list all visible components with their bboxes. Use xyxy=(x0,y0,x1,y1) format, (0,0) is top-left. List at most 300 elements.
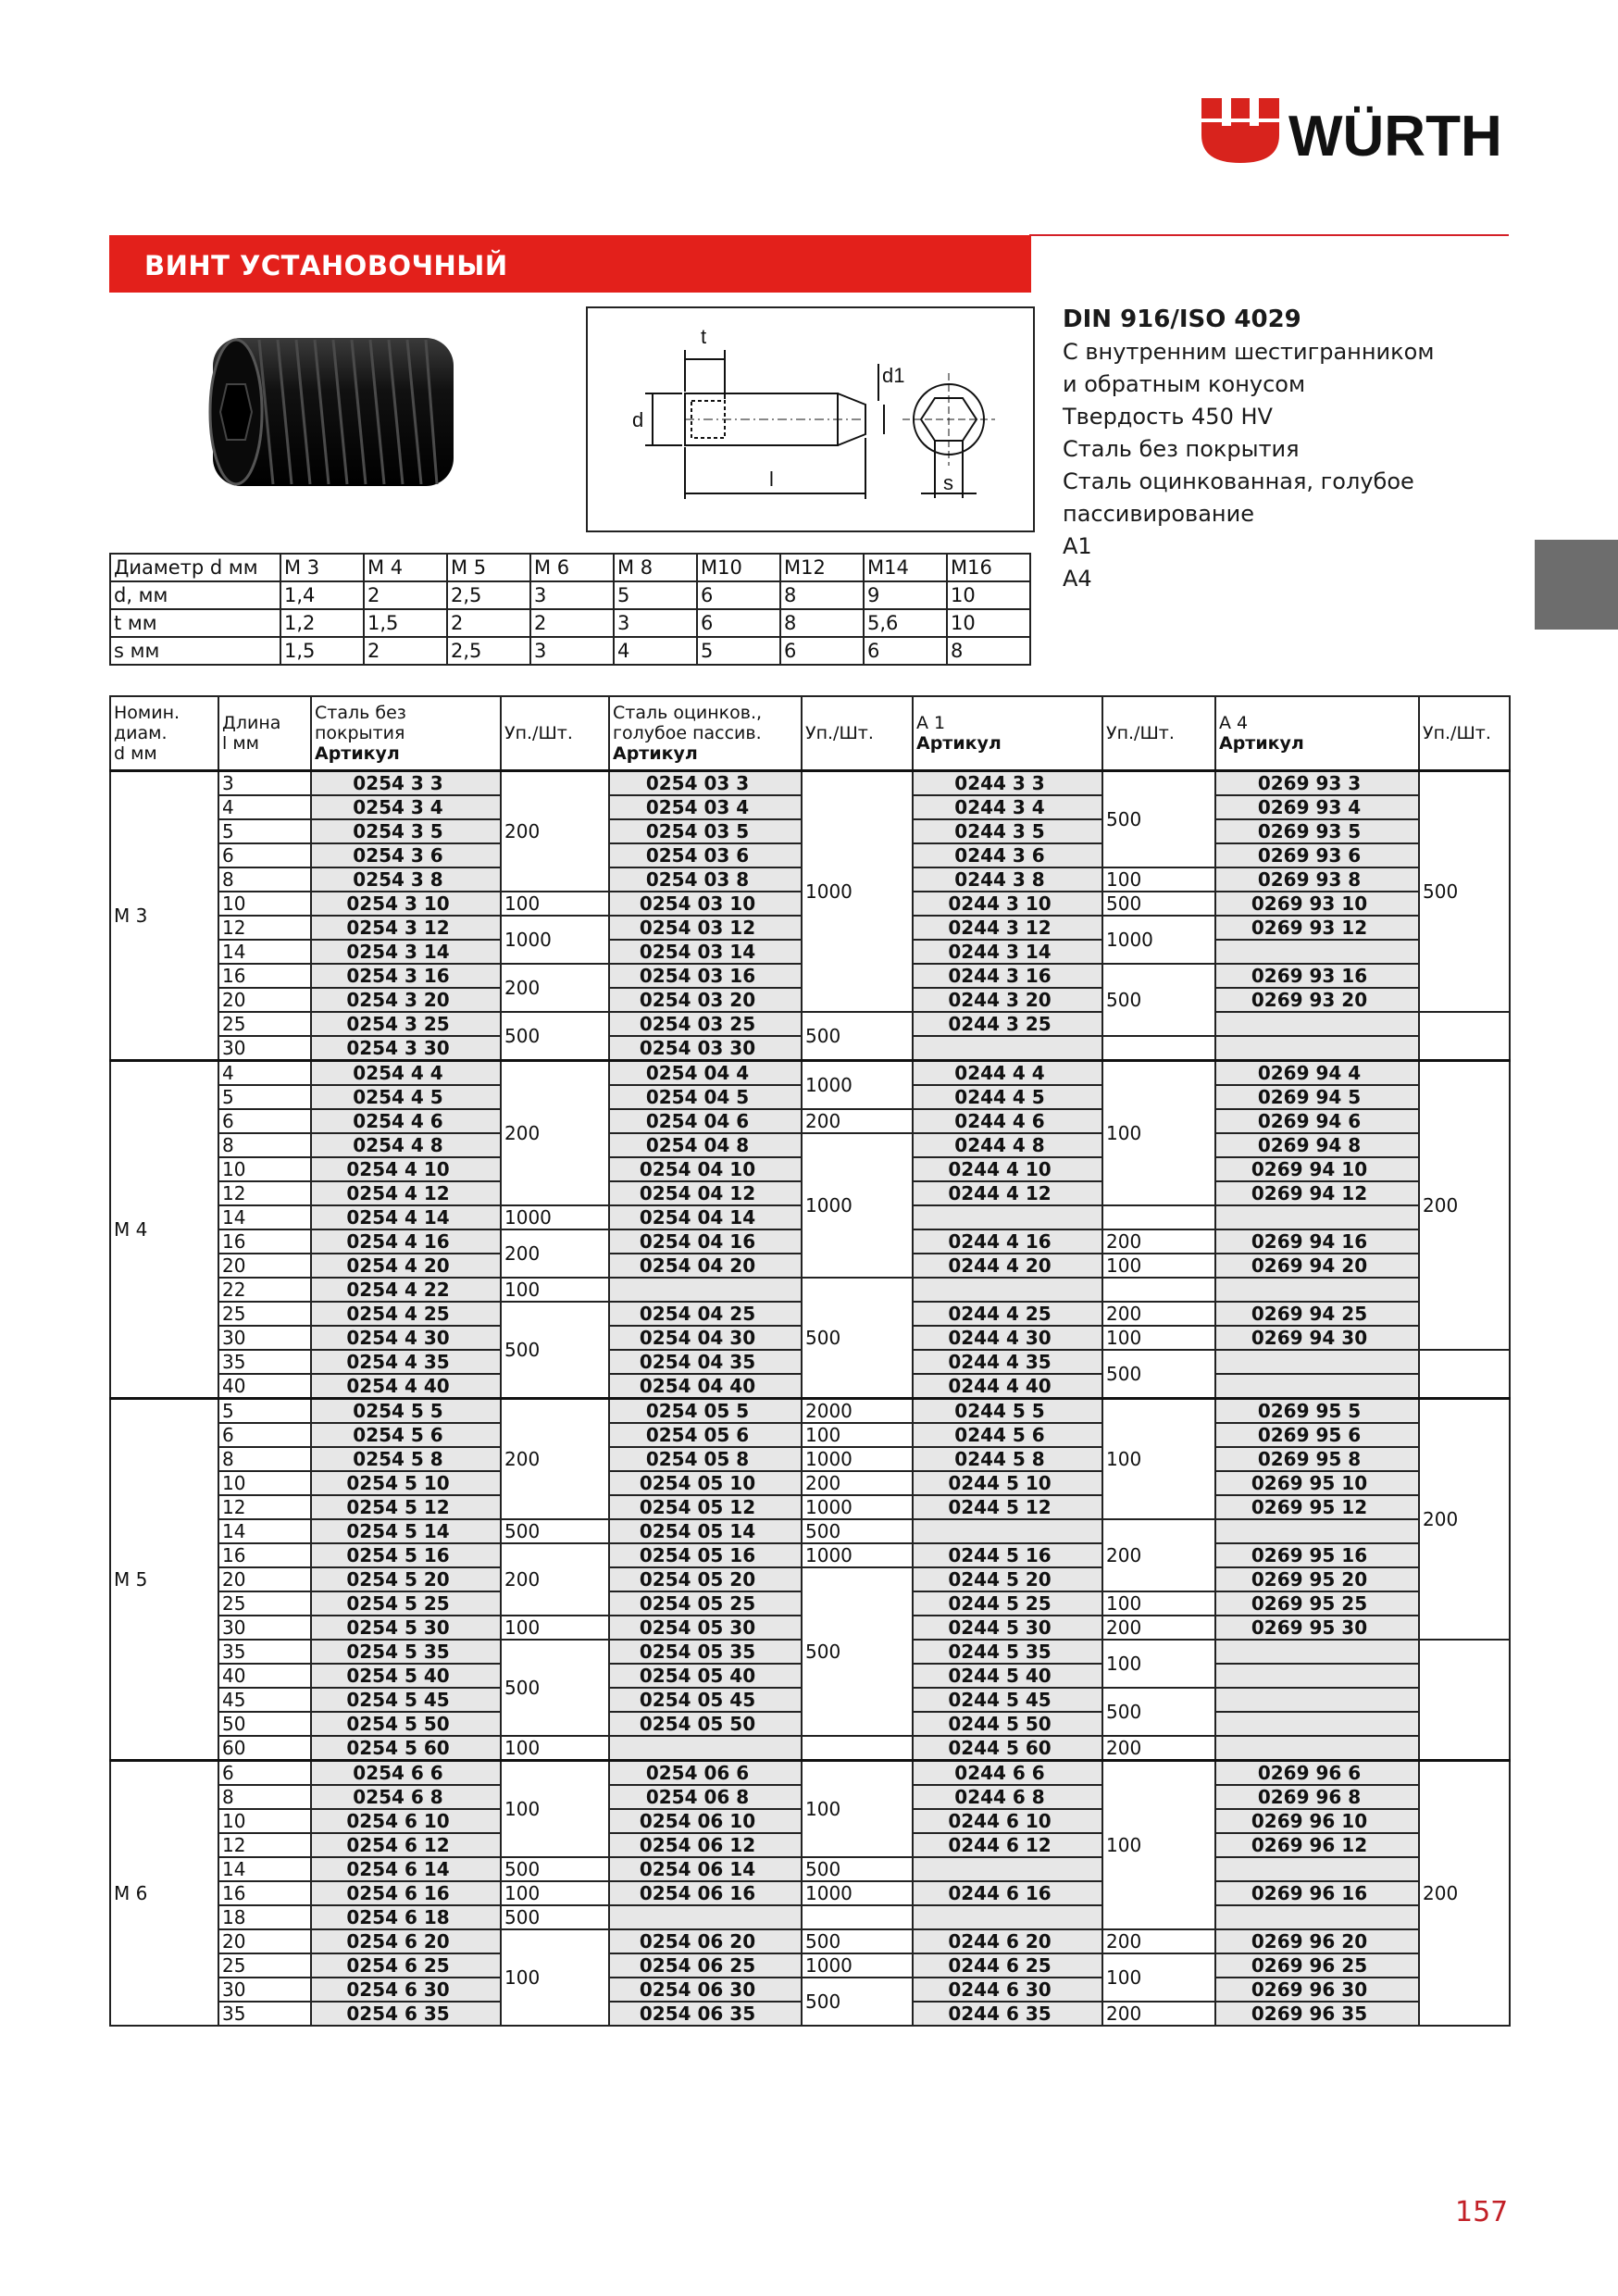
a1-article-cell: 0244 3 14 xyxy=(913,940,1102,964)
zinc-article-cell: 0254 05 6 xyxy=(609,1423,802,1447)
uncoated-qty-cell: 500 xyxy=(501,1519,609,1543)
desc-line: Сталь без покрытия xyxy=(1063,436,1300,462)
dims-cell: 8 xyxy=(947,637,1030,665)
length-cell: 8 xyxy=(218,1447,311,1471)
zinc-qty-cell xyxy=(802,1736,913,1761)
dims-cell: 6 xyxy=(780,637,864,665)
a1-article-cell: 0244 4 16 xyxy=(913,1229,1102,1254)
a4-article-cell: 0269 96 30 xyxy=(1215,1978,1419,2002)
zinc-article-cell: 0254 04 16 xyxy=(609,1229,802,1254)
uncoated-qty-cell: 100 xyxy=(501,1929,609,2026)
a1-article-cell: 0244 3 20 xyxy=(913,988,1102,1012)
uncoated-qty-cell: 500 xyxy=(501,1302,609,1399)
a1-qty-cell: 500 xyxy=(1102,771,1215,868)
uncoated-qty-cell: 100 xyxy=(501,1881,609,1905)
a1-qty-cell: 200 xyxy=(1102,1229,1215,1254)
zinc-article-cell: 0254 06 12 xyxy=(609,1833,802,1857)
zinc-article-cell: 0254 04 6 xyxy=(609,1109,802,1133)
a4-article-cell: 0269 93 10 xyxy=(1215,892,1419,916)
a1-article-cell: 0244 6 20 xyxy=(913,1929,1102,1953)
desc-line: A4 xyxy=(1063,566,1092,592)
length-cell: 10 xyxy=(218,892,311,916)
zinc-qty-cell: 2000 xyxy=(802,1399,913,1424)
a1-qty-cell: 200 xyxy=(1102,1302,1215,1326)
a1-qty-cell: 200 xyxy=(1102,1616,1215,1640)
a4-article-cell: 0269 93 16 xyxy=(1215,964,1419,988)
uncoated-article-cell: 0254 5 6 xyxy=(311,1423,501,1447)
table-row xyxy=(110,1133,1510,1157)
dims-header-cell: M10 xyxy=(697,554,780,581)
zinc-article-cell: 0254 05 40 xyxy=(609,1664,802,1688)
desc-line: и обратным конусом xyxy=(1063,371,1306,397)
zinc-qty-cell: 1000 xyxy=(802,1495,913,1519)
zinc-article-cell: 0254 03 16 xyxy=(609,964,802,988)
length-cell: 12 xyxy=(218,916,311,940)
dims-cell: 1,5 xyxy=(364,609,447,637)
table-row xyxy=(110,1953,1510,1978)
zinc-article-cell: 0254 05 30 xyxy=(609,1616,802,1640)
a4-article-cell xyxy=(1215,1278,1419,1302)
page-number: 157 xyxy=(1455,2196,1509,2228)
length-cell: 14 xyxy=(218,940,311,964)
dims-cell: 5 xyxy=(614,581,697,609)
uncoated-article-cell: 0254 3 6 xyxy=(311,843,501,867)
zinc-article-cell: 0254 04 30 xyxy=(609,1326,802,1350)
uncoated-article-cell: 0254 4 5 xyxy=(311,1085,501,1109)
a1-article-cell: 0244 6 25 xyxy=(913,1953,1102,1978)
length-cell: 6 xyxy=(218,1423,311,1447)
a1-qty-cell xyxy=(1102,1205,1215,1229)
a1-article-cell: 0244 5 10 xyxy=(913,1471,1102,1495)
a4-article-cell: 0269 96 20 xyxy=(1215,1929,1419,1953)
dims-cell: 5,6 xyxy=(864,609,947,637)
a1-qty-cell xyxy=(1102,1278,1215,1302)
header-qty: Уп./Шт. xyxy=(501,696,609,771)
wurth-logo xyxy=(1201,98,1512,165)
a4-article-cell: 0269 95 12 xyxy=(1215,1495,1419,1519)
a1-qty-cell: 500 xyxy=(1102,964,1215,1036)
a1-article-cell: 0244 4 20 xyxy=(913,1254,1102,1278)
a4-article-cell: 0269 93 6 xyxy=(1215,843,1419,867)
dims-cell: 8 xyxy=(780,581,864,609)
uncoated-article-cell: 0254 3 14 xyxy=(311,940,501,964)
technical-drawing xyxy=(586,306,1035,532)
dims-cell: 1,5 xyxy=(280,637,364,665)
a1-article-cell: 0244 5 30 xyxy=(913,1616,1102,1640)
svg-text:WÜRTH: WÜRTH xyxy=(1288,105,1502,165)
dims-row xyxy=(110,637,1030,665)
a4-article-cell: 0269 95 16 xyxy=(1215,1543,1419,1567)
nominal-diameter-cell: M 4 xyxy=(110,1061,218,1399)
uncoated-article-cell: 0254 4 20 xyxy=(311,1254,501,1278)
a1-qty-cell: 100 xyxy=(1102,1254,1215,1278)
zinc-article-cell: 0254 04 4 xyxy=(609,1061,802,1086)
a1-qty-cell: 100 xyxy=(1102,1953,1215,2002)
uncoated-article-cell: 0254 3 16 xyxy=(311,964,501,988)
a4-article-cell: 0269 95 8 xyxy=(1215,1447,1419,1471)
zinc-article-cell: 0254 03 25 xyxy=(609,1012,802,1036)
desc-line: Твердость 450 HV xyxy=(1063,404,1273,430)
dims-cell: 4 xyxy=(614,637,697,665)
dims-header-cell: M 3 xyxy=(280,554,364,581)
a1-article-cell xyxy=(913,1036,1102,1061)
length-cell: 14 xyxy=(218,1519,311,1543)
zinc-article-cell: 0254 06 14 xyxy=(609,1857,802,1881)
uncoated-qty-cell: 500 xyxy=(501,1012,609,1061)
a4-article-cell xyxy=(1215,1712,1419,1736)
uncoated-qty-cell: 100 xyxy=(501,1278,609,1302)
a1-qty-cell: 500 xyxy=(1102,1688,1215,1736)
a4-article-cell xyxy=(1215,1857,1419,1881)
zinc-qty-cell: 1000 xyxy=(802,1881,913,1905)
nominal-diameter-cell: M 5 xyxy=(110,1399,218,1761)
zinc-article-cell: 0254 03 30 xyxy=(609,1036,802,1061)
uncoated-article-cell: 0254 6 8 xyxy=(311,1785,501,1809)
uncoated-article-cell: 0254 5 30 xyxy=(311,1616,501,1640)
length-cell: 12 xyxy=(218,1181,311,1205)
a4-article-cell: 0269 94 25 xyxy=(1215,1302,1419,1326)
a4-article-cell xyxy=(1215,1905,1419,1929)
uncoated-article-cell: 0254 3 4 xyxy=(311,795,501,819)
dims-header-cell: M 6 xyxy=(530,554,614,581)
a1-qty-cell: 100 xyxy=(1102,1640,1215,1688)
dims-row xyxy=(110,581,1030,609)
title-bar xyxy=(109,235,1031,293)
dims-cell: t мм xyxy=(110,609,280,637)
length-cell: 30 xyxy=(218,1036,311,1061)
uncoated-article-cell: 0254 5 25 xyxy=(311,1591,501,1616)
zinc-qty-cell: 500 xyxy=(802,1567,913,1736)
page-title: ВИНТ УСТАНОВОЧНЫЙ xyxy=(144,250,508,281)
zinc-article-cell: 0254 03 3 xyxy=(609,771,802,796)
a4-article-cell: 0269 96 35 xyxy=(1215,2002,1419,2026)
dims-cell: 6 xyxy=(864,637,947,665)
length-cell: 5 xyxy=(218,1399,311,1424)
header-rule xyxy=(1029,234,1509,236)
length-cell: 8 xyxy=(218,867,311,892)
desc-line: С внутренним шестигранником xyxy=(1063,339,1435,365)
a1-article-cell: 0244 5 6 xyxy=(913,1423,1102,1447)
label-d1: d1 xyxy=(882,364,905,387)
length-cell: 16 xyxy=(218,1881,311,1905)
uncoated-qty-cell: 100 xyxy=(501,1761,609,1858)
table-row xyxy=(110,1423,1510,1447)
length-cell: 10 xyxy=(218,1471,311,1495)
uncoated-qty-cell: 500 xyxy=(501,1640,609,1736)
dims-header-cell: M12 xyxy=(780,554,864,581)
a1-article-cell: 0244 5 16 xyxy=(913,1543,1102,1567)
article-table xyxy=(109,695,1511,2027)
table-row xyxy=(110,1857,1510,1881)
uncoated-article-cell: 0254 5 40 xyxy=(311,1664,501,1688)
a1-article-cell: 0244 6 8 xyxy=(913,1785,1102,1809)
uncoated-qty-cell: 200 xyxy=(501,1229,609,1278)
length-cell: 14 xyxy=(218,1857,311,1881)
desc-line: пассивирование xyxy=(1063,501,1254,527)
zinc-article-cell: 0254 03 14 xyxy=(609,940,802,964)
length-cell: 20 xyxy=(218,1929,311,1953)
a4-article-cell: 0269 95 10 xyxy=(1215,1471,1419,1495)
a1-qty-cell: 100 xyxy=(1102,1591,1215,1616)
a1-qty-cell: 100 xyxy=(1102,1326,1215,1350)
zinc-qty-cell: 200 xyxy=(802,1109,913,1133)
length-cell: 5 xyxy=(218,1085,311,1109)
a1-article-cell: 0244 4 4 xyxy=(913,1061,1102,1086)
dims-cell: 2,5 xyxy=(447,581,530,609)
zinc-article-cell: 0254 05 35 xyxy=(609,1640,802,1664)
uncoated-article-cell: 0254 6 10 xyxy=(311,1809,501,1833)
dims-header-cell: M 5 xyxy=(447,554,530,581)
zinc-article-cell: 0254 06 10 xyxy=(609,1809,802,1833)
uncoated-article-cell: 0254 4 10 xyxy=(311,1157,501,1181)
zinc-qty-cell: 1000 xyxy=(802,1953,913,1978)
zinc-article-cell: 0254 03 8 xyxy=(609,867,802,892)
dims-cell: 3 xyxy=(530,581,614,609)
a4-qty-cell: 200 xyxy=(1419,1399,1510,1641)
uncoated-article-cell: 0254 5 16 xyxy=(311,1543,501,1567)
a1-article-cell: 0244 5 20 xyxy=(913,1567,1102,1591)
dims-cell: 1,4 xyxy=(280,581,364,609)
uncoated-article-cell: 0254 3 3 xyxy=(311,771,501,796)
length-cell: 16 xyxy=(218,1543,311,1567)
uncoated-article-cell: 0254 5 35 xyxy=(311,1640,501,1664)
uncoated-article-cell: 0254 4 22 xyxy=(311,1278,501,1302)
a4-qty-cell xyxy=(1419,1350,1510,1399)
table-row xyxy=(110,1012,1510,1036)
dims-cell: 10 xyxy=(947,609,1030,637)
a1-article-cell: 0244 4 35 xyxy=(913,1350,1102,1374)
a1-article-cell: 0244 4 25 xyxy=(913,1302,1102,1326)
a1-article-cell xyxy=(913,1905,1102,1929)
zinc-qty-cell: 500 xyxy=(802,1519,913,1543)
a4-article-cell xyxy=(1215,1012,1419,1036)
zinc-article-cell: 0254 04 35 xyxy=(609,1350,802,1374)
uncoated-article-cell: 0254 6 30 xyxy=(311,1978,501,2002)
uncoated-article-cell: 0254 6 16 xyxy=(311,1881,501,1905)
dims-cell: 6 xyxy=(697,581,780,609)
length-cell: 6 xyxy=(218,1761,311,1786)
a4-article-cell xyxy=(1215,1736,1419,1761)
a1-article-cell xyxy=(913,1519,1102,1543)
table-row xyxy=(110,1399,1510,1424)
uncoated-article-cell: 0254 6 20 xyxy=(311,1929,501,1953)
a1-article-cell: 0244 6 16 xyxy=(913,1881,1102,1905)
length-cell: 40 xyxy=(218,1374,311,1399)
uncoated-qty-cell: 100 xyxy=(501,892,609,916)
zinc-qty-cell xyxy=(802,1905,913,1929)
a4-article-cell: 0269 95 20 xyxy=(1215,1567,1419,1591)
header-qty: Уп./Шт. xyxy=(802,696,913,771)
length-cell: 25 xyxy=(218,1302,311,1326)
uncoated-article-cell: 0254 3 5 xyxy=(311,819,501,843)
a1-qty-cell: 100 xyxy=(1102,867,1215,892)
a4-article-cell: 0269 94 6 xyxy=(1215,1109,1419,1133)
table-row xyxy=(110,1905,1510,1929)
header-qty: Уп./Шт. xyxy=(1102,696,1215,771)
table-row xyxy=(110,1736,1510,1761)
a1-article-cell: 0244 6 12 xyxy=(913,1833,1102,1857)
dims-header-cell: Диаметр d мм xyxy=(110,554,280,581)
uncoated-article-cell: 0254 4 16 xyxy=(311,1229,501,1254)
length-cell: 16 xyxy=(218,1229,311,1254)
uncoated-article-cell: 0254 3 20 xyxy=(311,988,501,1012)
a4-article-cell: 0269 93 20 xyxy=(1215,988,1419,1012)
table-row xyxy=(110,1929,1510,1953)
a4-article-cell xyxy=(1215,1519,1419,1543)
a1-article-cell: 0244 5 12 xyxy=(913,1495,1102,1519)
a1-article-cell: 0244 3 12 xyxy=(913,916,1102,940)
length-cell: 50 xyxy=(218,1712,311,1736)
zinc-article-cell: 0254 04 8 xyxy=(609,1133,802,1157)
uncoated-article-cell: 0254 5 60 xyxy=(311,1736,501,1761)
uncoated-article-cell: 0254 3 8 xyxy=(311,867,501,892)
zinc-article-cell: 0254 05 14 xyxy=(609,1519,802,1543)
a1-article-cell: 0244 5 35 xyxy=(913,1640,1102,1664)
zinc-article-cell: 0254 04 40 xyxy=(609,1374,802,1399)
uncoated-qty-cell: 200 xyxy=(501,1061,609,1206)
zinc-qty-cell: 1000 xyxy=(802,1447,913,1471)
length-cell: 20 xyxy=(218,1567,311,1591)
a1-article-cell: 0244 5 5 xyxy=(913,1399,1102,1424)
uncoated-article-cell: 0254 6 35 xyxy=(311,2002,501,2026)
a4-article-cell xyxy=(1215,1664,1419,1688)
uncoated-qty-cell: 200 xyxy=(501,1399,609,1520)
zinc-qty-cell: 500 xyxy=(802,1278,913,1399)
length-cell: 3 xyxy=(218,771,311,796)
zinc-qty-cell: 100 xyxy=(802,1761,913,1858)
dims-cell: 8 xyxy=(780,609,864,637)
a4-article-cell xyxy=(1215,1205,1419,1229)
a4-article-cell xyxy=(1215,1036,1419,1061)
label-t: t xyxy=(701,325,707,348)
a4-article-cell: 0269 95 5 xyxy=(1215,1399,1419,1424)
dims-row xyxy=(110,609,1030,637)
table-row xyxy=(110,1278,1510,1302)
uncoated-qty-cell: 100 xyxy=(501,1736,609,1761)
length-cell: 4 xyxy=(218,1061,311,1086)
table-row xyxy=(110,1471,1510,1495)
a1-qty-cell: 500 xyxy=(1102,892,1215,916)
uncoated-article-cell: 0254 4 30 xyxy=(311,1326,501,1350)
dims-header-row xyxy=(110,554,1030,581)
a1-article-cell: 0244 5 45 xyxy=(913,1688,1102,1712)
a1-qty-cell: 200 xyxy=(1102,1929,1215,1953)
product-photo xyxy=(185,319,481,505)
a1-qty-cell: 100 xyxy=(1102,1761,1215,1930)
table-row xyxy=(110,1881,1510,1905)
nominal-diameter-cell: M 6 xyxy=(110,1761,218,2027)
zinc-article-cell: 0254 04 20 xyxy=(609,1254,802,1278)
zinc-qty-cell: 1000 xyxy=(802,1543,913,1567)
header-length: Длина l мм xyxy=(218,696,311,771)
table-row xyxy=(110,1447,1510,1471)
header-a1-article: A 1 Артикул xyxy=(913,696,1102,771)
a4-article-cell: 0269 93 12 xyxy=(1215,916,1419,940)
header-uncoated-article: Сталь без покрытия Артикул xyxy=(311,696,501,771)
a1-article-cell: 0244 4 8 xyxy=(913,1133,1102,1157)
length-cell: 35 xyxy=(218,2002,311,2026)
table-row xyxy=(110,771,1510,796)
length-cell: 60 xyxy=(218,1736,311,1761)
zinc-article-cell: 0254 05 16 xyxy=(609,1543,802,1567)
dims-cell: 2,5 xyxy=(447,637,530,665)
table-row xyxy=(110,1978,1510,2002)
a1-qty-cell: 200 xyxy=(1102,2002,1215,2026)
zinc-article-cell: 0254 05 12 xyxy=(609,1495,802,1519)
uncoated-article-cell: 0254 6 12 xyxy=(311,1833,501,1857)
length-cell: 8 xyxy=(218,1785,311,1809)
a4-article-cell: 0269 94 20 xyxy=(1215,1254,1419,1278)
zinc-article-cell: 0254 03 6 xyxy=(609,843,802,867)
length-cell: 6 xyxy=(218,843,311,867)
length-cell: 20 xyxy=(218,988,311,1012)
a1-article-cell: 0244 3 5 xyxy=(913,819,1102,843)
zinc-article-cell: 0254 04 14 xyxy=(609,1205,802,1229)
zinc-article-cell: 0254 06 30 xyxy=(609,1978,802,2002)
header-qty: Уп./Шт. xyxy=(1419,696,1510,771)
uncoated-qty-cell: 1000 xyxy=(501,1205,609,1229)
a4-article-cell: 0269 94 10 xyxy=(1215,1157,1419,1181)
uncoated-article-cell: 0254 4 40 xyxy=(311,1374,501,1399)
standard-label: DIN 916/ISO 4029 xyxy=(1063,306,1301,333)
dims-header-cell: M16 xyxy=(947,554,1030,581)
length-cell: 35 xyxy=(218,1350,311,1374)
product-description xyxy=(1063,304,1470,595)
dims-cell: 6 xyxy=(697,609,780,637)
table-row xyxy=(110,1761,1510,1786)
a1-article-cell: 0244 4 5 xyxy=(913,1085,1102,1109)
a4-article-cell xyxy=(1215,940,1419,964)
dims-header-cell: M 4 xyxy=(364,554,447,581)
uncoated-article-cell: 0254 4 4 xyxy=(311,1061,501,1086)
uncoated-article-cell: 0254 5 14 xyxy=(311,1519,501,1543)
length-cell: 30 xyxy=(218,1326,311,1350)
uncoated-qty-cell: 200 xyxy=(501,1543,609,1616)
a1-article-cell: 0244 3 16 xyxy=(913,964,1102,988)
length-cell: 30 xyxy=(218,1616,311,1640)
a4-article-cell xyxy=(1215,1374,1419,1399)
uncoated-article-cell: 0254 5 5 xyxy=(311,1399,501,1424)
a4-article-cell: 0269 93 8 xyxy=(1215,867,1419,892)
a4-article-cell: 0269 96 16 xyxy=(1215,1881,1419,1905)
a1-qty-cell: 100 xyxy=(1102,1061,1215,1206)
length-cell: 25 xyxy=(218,1591,311,1616)
zinc-article-cell: 0254 04 25 xyxy=(609,1302,802,1326)
uncoated-article-cell: 0254 5 45 xyxy=(311,1688,501,1712)
zinc-article-cell: 0254 06 25 xyxy=(609,1953,802,1978)
length-cell: 25 xyxy=(218,1953,311,1978)
uncoated-article-cell: 0254 6 25 xyxy=(311,1953,501,1978)
zinc-article-cell: 0254 05 10 xyxy=(609,1471,802,1495)
a4-article-cell: 0269 95 6 xyxy=(1215,1423,1419,1447)
label-l: l xyxy=(769,468,774,491)
table-row xyxy=(110,1543,1510,1567)
a1-article-cell: 0244 3 3 xyxy=(913,771,1102,796)
zinc-article-cell: 0254 05 50 xyxy=(609,1712,802,1736)
zinc-article-cell: 0254 05 20 xyxy=(609,1567,802,1591)
a1-qty-cell: 500 xyxy=(1102,1350,1215,1399)
a4-article-cell: 0269 94 16 xyxy=(1215,1229,1419,1254)
a4-article-cell: 0269 96 12 xyxy=(1215,1833,1419,1857)
zinc-article-cell: 0254 06 6 xyxy=(609,1761,802,1786)
a1-article-cell: 0244 6 30 xyxy=(913,1978,1102,2002)
zinc-qty-cell: 500 xyxy=(802,1929,913,1953)
zinc-article-cell: 0254 04 10 xyxy=(609,1157,802,1181)
a4-article-cell: 0269 94 12 xyxy=(1215,1181,1419,1205)
length-cell: 4 xyxy=(218,795,311,819)
uncoated-article-cell: 0254 6 14 xyxy=(311,1857,501,1881)
a4-article-cell: 0269 94 5 xyxy=(1215,1085,1419,1109)
